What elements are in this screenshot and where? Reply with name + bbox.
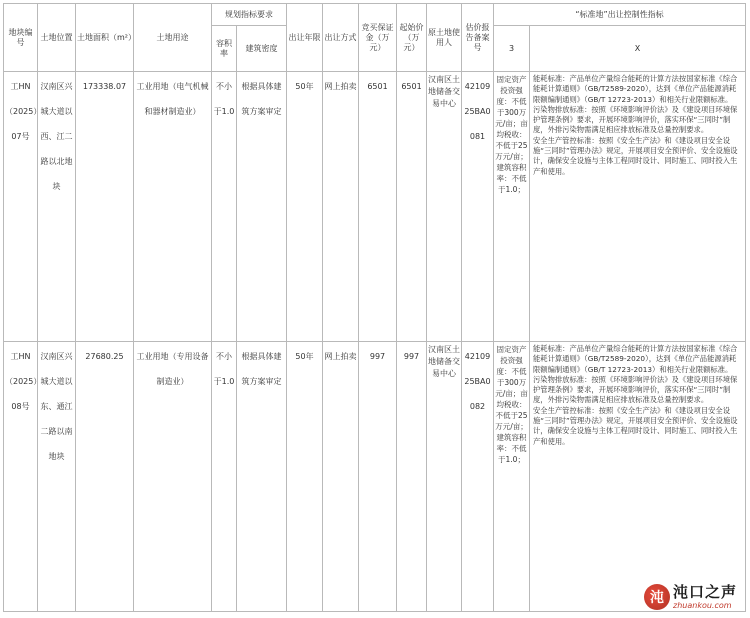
header-plot-no: 地块编号 xyxy=(4,4,38,72)
header-standard-sub2: X xyxy=(530,26,746,72)
header-use: 土地用途 xyxy=(134,4,212,72)
cell-appraisal: 4210925BA0082 xyxy=(462,342,494,612)
cell-indicator: 固定资产投资强度：不低于300万元/亩；亩均税收：不低于25万元/亩；建筑容积率：不低于1.0； xyxy=(494,342,530,612)
cell-plot-no: 工HN（2025）08号 xyxy=(4,342,38,612)
header-term: 出让年限 xyxy=(287,4,323,72)
table-row xyxy=(4,72,746,342)
cell-standard: 能耗标准：产品单位产量综合能耗的计算方法按国家标准《综合能耗计算通则》（GB/T2589-2020），达到《单位产品能源消耗限额编制通则》（GB/T 12723-2013）和相关行业限额标准。 污染物排放标准：按照《环境影响评价法》及《建设项目环境保护管理条例》要求，开展环境影响评价，落实环保“三同时”制度，外排污染物需满足相应排放标准及总量控制要求。 安全生产管控标准：按照《安全生产法》和《建设项目安全设施“三同时”管理办法》规定，开展项目安全预评价、安全设施设计，确保安全设施与主体工程同时设计、同时施工、同时投入生产和使用。 xyxy=(530,72,746,342)
cell-deposit: 997 xyxy=(359,342,397,612)
cell-method: 网上拍卖 xyxy=(323,342,359,612)
header-plot-ratio: 容积率 xyxy=(212,26,237,72)
header-planning: 规划指标要求 xyxy=(212,4,287,26)
cell-density: 根据具体建筑方案审定 xyxy=(237,72,287,342)
cell-location: 汉南区兴城大道以东、通江二路以南地块 xyxy=(38,342,76,612)
cell-orig-user: 汉南区土地储备交易中心 xyxy=(427,342,462,612)
cell-term: 50年 xyxy=(287,342,323,612)
header-area: 土地面积（m²） xyxy=(76,4,134,72)
cell-plot-ratio: 不小于1.0 xyxy=(212,72,237,342)
cell-area: 27680.25 xyxy=(76,342,134,612)
watermark-title: 沌口之声 xyxy=(673,583,738,601)
header-density: 建筑密度 xyxy=(237,26,287,72)
watermark-logo xyxy=(644,580,744,614)
cell-use: 工业用地（专用设备制造业） xyxy=(134,342,212,612)
cell-start-price: 997 xyxy=(397,342,427,612)
header-method: 出让方式 xyxy=(323,4,359,72)
header-deposit: 竞买保证金（万元） xyxy=(359,4,397,72)
header-start-price: 起始价（万元） xyxy=(397,4,427,72)
cell-area: 173338.07 xyxy=(76,72,134,342)
header-standard-sub1: 3 xyxy=(494,26,530,72)
cell-use: 工业用地（电气机械和器材制造业） xyxy=(134,72,212,342)
cell-orig-user: 汉南区土地储备交易中心 xyxy=(427,72,462,342)
table-row xyxy=(4,342,746,612)
cell-start-price: 6501 xyxy=(397,72,427,342)
cell-term: 50年 xyxy=(287,72,323,342)
cell-plot-ratio: 不小于1.0 xyxy=(212,342,237,612)
header-appraisal: 估价报告备案号 xyxy=(462,4,494,72)
cell-deposit: 6501 xyxy=(359,72,397,342)
logo-icon: 沌 xyxy=(644,584,670,610)
cell-method: 网上拍卖 xyxy=(323,72,359,342)
cell-plot-no: 工HN（2025）07号 xyxy=(4,72,38,342)
cell-standard: 能耗标准：产品单位产量综合能耗的计算方法按国家标准《综合能耗计算通则》（GB/T2589-2020），达到《单位产品能源消耗限额编制通则》（GB/T 12723-2013）和相关行业限额标准。 污染物排放标准：按照《环境影响评价法》及《建设项目环境保护管理条例》要求，开展环境影响评价，落实环保“三同时”制度，外排污染物需满足相应排放标准及总量控制要求。 安全生产管控标准：按照《安全生产法》和《建设项目安全设施“三同时”管理办法》规定，开展项目安全预评价、安全设施设计，确保安全设施与主体工程同时设计、同时施工、同时投入生产和使用。 xyxy=(530,342,746,612)
watermark-url: zhuankou.com xyxy=(673,601,732,610)
header-standard: “标准地”出让控制性指标 xyxy=(494,4,746,26)
cell-indicator: 固定资产投资强度：不低于300万元/亩；亩均税收：不低于25万元/亩；建筑容积率：不低于1.0； xyxy=(494,72,530,342)
cell-density: 根据具体建筑方案审定 xyxy=(237,342,287,612)
cell-location: 汉南区兴城大道以西、江二路以北地块 xyxy=(38,72,76,342)
header-orig-user: 原土地使用人 xyxy=(427,4,462,72)
land-transfer-table xyxy=(3,3,746,612)
cell-appraisal: 4210925BA0081 xyxy=(462,72,494,342)
header-location: 土地位置 xyxy=(38,4,76,72)
